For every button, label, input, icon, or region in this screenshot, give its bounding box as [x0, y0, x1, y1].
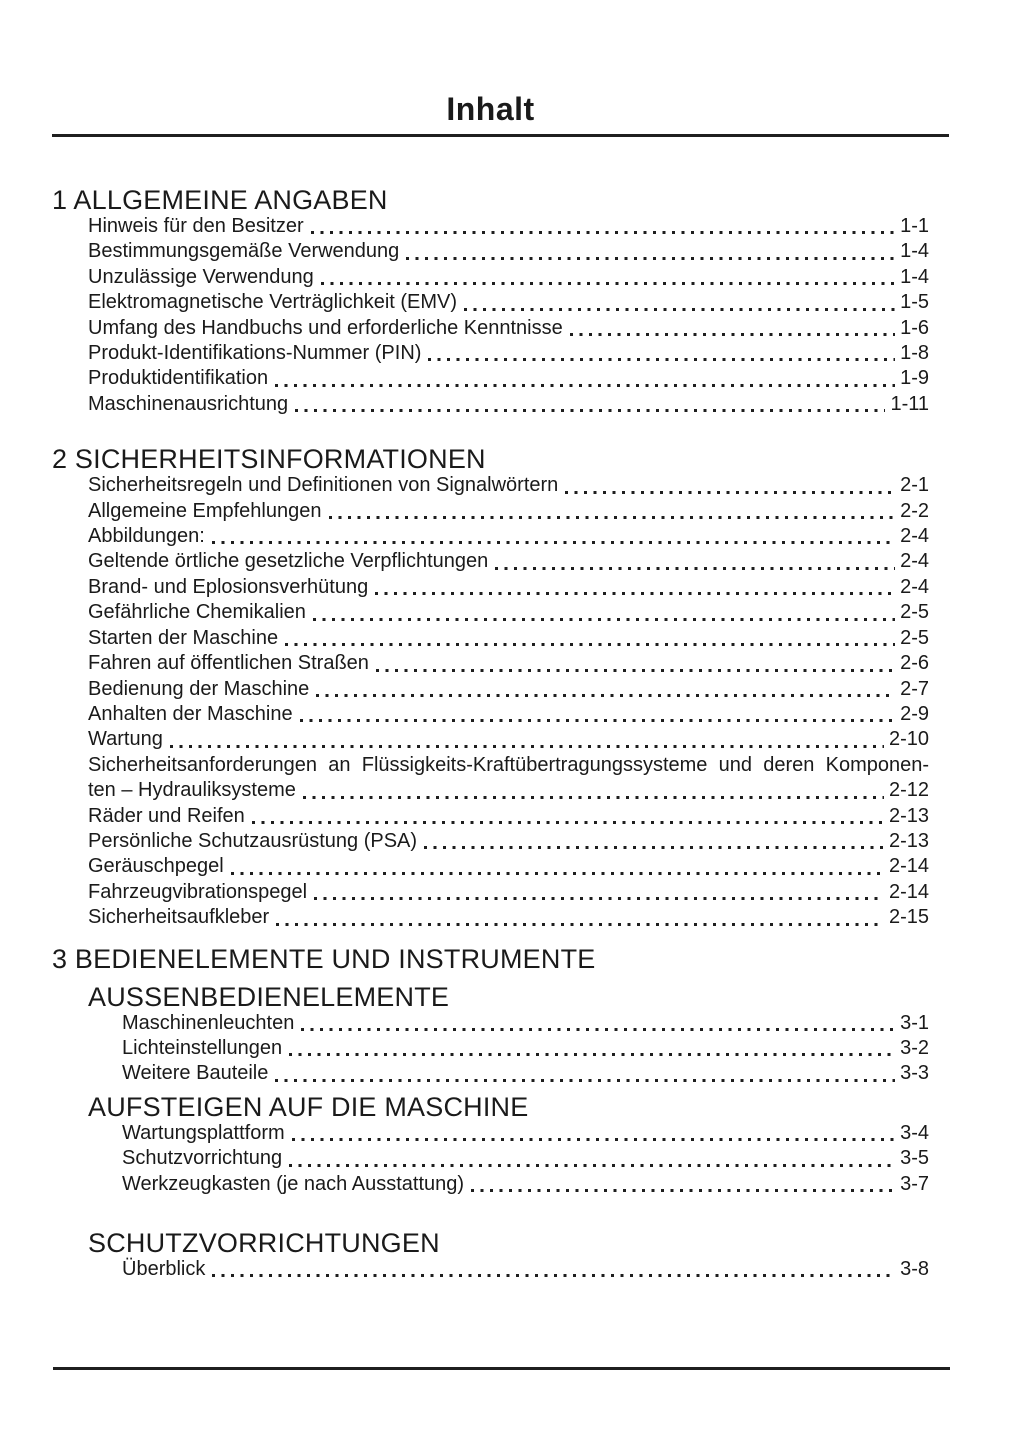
subsection-heading: AUFSTEIGEN AUF DIE MASCHINE — [88, 1091, 529, 1122]
toc-entry-label: Umfang des Handbuchs und erforderliche Kenntnisse — [88, 316, 563, 339]
toc-entry-list — [122, 1011, 929, 1087]
toc-entry[interactable] — [122, 1121, 929, 1146]
toc-entry-page: 1-4 — [900, 265, 929, 288]
dot-leader — [406, 257, 895, 260]
toc-entry-label: Fahrzeugvibrationspegel — [88, 880, 308, 903]
toc-entry-page: 3-4 — [900, 1121, 929, 1144]
toc-entry[interactable] — [88, 392, 929, 417]
toc-entry-label: Wartung — [88, 728, 163, 751]
toc-entry-page: 3-1 — [900, 1011, 929, 1034]
toc-entry[interactable] — [88, 473, 929, 498]
dot-leader — [170, 745, 884, 748]
toc-entry-list — [122, 1121, 929, 1197]
dot-leader — [565, 491, 895, 494]
toc-entry[interactable] — [88, 549, 929, 574]
toc-entry-page: 2-5 — [900, 626, 929, 649]
toc-entry[interactable] — [88, 880, 929, 905]
dot-leader — [464, 308, 895, 311]
toc-entry[interactable] — [88, 854, 929, 879]
toc-entry-page: 2-6 — [900, 652, 929, 675]
toc-subsection — [0, 1229, 1024, 1282]
toc-entry-label: Brand- und Eplosionsverhütung — [88, 575, 369, 598]
toc-entry-label: Sicherheitsaufkleber — [88, 906, 270, 929]
toc-entry[interactable] — [88, 499, 929, 524]
toc-entry-page: 2-4 — [900, 575, 929, 598]
toc-entry-page: 1-5 — [900, 291, 929, 314]
dot-leader — [292, 1138, 895, 1141]
toc-entry[interactable] — [122, 1036, 929, 1061]
toc-entry-label: Überblick — [122, 1258, 206, 1280]
section-heading: 1 ALLGEMEINE ANGABEN — [52, 185, 388, 215]
toc-entry[interactable] — [88, 366, 929, 391]
toc-entry[interactable] — [88, 316, 929, 341]
toc-entry-label: Starten der Maschine — [88, 626, 279, 649]
toc-entry-page: 2-12 — [888, 779, 929, 802]
dot-leader — [375, 592, 895, 595]
toc-entry-page: 2-4 — [900, 525, 929, 548]
toc-entry[interactable] — [122, 1061, 929, 1086]
subsection-heading: AUSSENBEDIENELEMENTE — [88, 981, 450, 1012]
toc-entry-page: 1-4 — [900, 240, 929, 263]
dot-leader — [212, 1274, 895, 1277]
toc-entry-page: 2-15 — [888, 906, 929, 929]
toc-entry[interactable] — [88, 290, 929, 315]
dot-leader — [252, 821, 884, 824]
dot-leader — [311, 231, 895, 234]
toc-entry-page: 2-13 — [888, 804, 929, 827]
toc-entry-page: 1-8 — [900, 342, 929, 365]
dot-leader — [295, 409, 885, 412]
toc-entry[interactable] — [88, 829, 929, 854]
toc-entry-label: Geräuschpegel — [88, 855, 224, 878]
dot-leader — [212, 541, 895, 544]
dot-leader — [321, 282, 895, 285]
toc-entry[interactable] — [88, 702, 929, 727]
toc-entry-label: Anhalten der Maschine — [88, 702, 293, 725]
toc-entry-page: 2-13 — [888, 829, 929, 852]
page-title: Inhalt — [446, 91, 535, 127]
toc-entry[interactable] — [88, 575, 929, 600]
toc-entry-list — [88, 214, 929, 417]
toc-entry-label: Fahren auf öffentlichen Straßen — [88, 652, 369, 675]
toc-entry-label: Sicherheitsanforderungen an Flüssigkeits-Kraftübertragungssysteme und deren Komponen- — [88, 753, 929, 776]
dot-leader — [301, 1028, 895, 1031]
dot-leader — [329, 516, 896, 519]
toc-entry-page: 2-7 — [900, 677, 929, 700]
toc-entry[interactable] — [122, 1172, 929, 1197]
toc-entry-label: Geltende örtliche gesetzliche Verpflichtungen — [88, 550, 489, 573]
toc-entry-page: 2-4 — [900, 550, 929, 573]
toc-entry[interactable] — [122, 1257, 929, 1282]
dot-leader — [313, 618, 895, 621]
dot-leader — [424, 846, 884, 849]
toc-entry[interactable] — [88, 626, 929, 651]
toc-entry-label: Wartungsplattform — [122, 1121, 285, 1144]
toc-entry-label: Maschinenausrichtung — [88, 392, 289, 415]
toc-entry-label: Bestimmungsgemäße Verwendung — [88, 240, 400, 263]
toc-entry[interactable] — [88, 905, 929, 930]
dot-leader — [495, 567, 895, 570]
toc-entry-list — [88, 473, 929, 930]
toc-entry-label: Gefährliche Chemikalien — [88, 601, 306, 624]
toc-entry-label: Hinweis für den Besitzer — [88, 215, 304, 237]
toc-entry-label: Maschinenleuchten — [122, 1011, 295, 1034]
toc-entry-page: 3-5 — [900, 1147, 929, 1170]
toc-entry-label: Unzulässige Verwendung — [88, 265, 314, 288]
dot-leader — [300, 719, 896, 722]
toc-entry[interactable] — [88, 341, 929, 366]
dot-leader — [275, 384, 895, 387]
toc-entry[interactable] — [88, 753, 929, 804]
dot-leader — [303, 796, 884, 799]
toc-entry[interactable] — [122, 1146, 929, 1171]
footer-rule — [53, 1367, 950, 1370]
dot-leader — [570, 333, 895, 336]
dot-leader — [316, 694, 895, 697]
section-heading: 3 BEDIENELEMENTE UND INSTRUMENTE — [52, 943, 596, 974]
dot-leader — [275, 1079, 895, 1082]
toc-entry[interactable] — [88, 727, 929, 752]
toc-entry-label: Lichteinstellungen — [122, 1036, 283, 1059]
toc-entry-label-continuation: ten – Hydrauliksysteme — [88, 779, 296, 802]
toc-entry-label: Produktidentifikation — [88, 367, 269, 390]
toc-entry[interactable] — [122, 1011, 929, 1036]
toc-subsection — [0, 1093, 1024, 1197]
toc-entry[interactable] — [88, 804, 929, 829]
dot-leader — [289, 1053, 895, 1056]
header-rule — [52, 134, 949, 137]
toc-entry[interactable] — [88, 677, 929, 702]
toc-entry-page: 3-7 — [900, 1172, 929, 1195]
toc-entry-label: Schutzvorrichtung — [122, 1147, 283, 1170]
toc-entry[interactable] — [88, 214, 929, 239]
toc-entry-label: Werkzeugkasten (je nach Ausstattung) — [122, 1172, 465, 1195]
toc-entry[interactable] — [88, 524, 929, 549]
toc-entry-label: Räder und Reifen — [88, 804, 245, 827]
toc-entry-label: Produkt-Identifikations-Nummer (PIN) — [88, 342, 422, 365]
toc-entry-page: 2-1 — [900, 474, 929, 497]
subsection-heading: SCHUTZVORRICHTUNGEN — [88, 1228, 440, 1258]
toc-entry-label: Sicherheitsregeln und Definitionen von Signalwörtern — [88, 474, 559, 497]
dot-leader — [471, 1189, 895, 1192]
toc-entry-page: 1-6 — [900, 316, 929, 339]
toc-entry-page: 2-10 — [888, 728, 929, 751]
dot-leader — [276, 923, 884, 926]
toc-entry-list — [122, 1257, 929, 1282]
toc-entry[interactable] — [88, 265, 929, 290]
dot-leader — [314, 897, 884, 900]
dot-leader — [428, 358, 895, 361]
toc-entry-page: 1-9 — [900, 367, 929, 390]
toc-entry[interactable] — [88, 600, 929, 625]
toc-entry-page: 2-14 — [888, 855, 929, 878]
toc-entry-page: 3-2 — [900, 1036, 929, 1059]
toc-entry-page: 2-14 — [888, 880, 929, 903]
toc-entry[interactable] — [88, 239, 929, 264]
toc-entry-page: 1-1 — [900, 215, 929, 237]
toc-entry-label: Elektromagnetische Verträglichkeit (EMV) — [88, 291, 458, 314]
dot-leader — [289, 1164, 895, 1167]
toc-entry-page: 2-2 — [900, 499, 929, 522]
toc-entry[interactable] — [88, 651, 929, 676]
toc-entry-label: Bedienung der Maschine — [88, 677, 310, 700]
toc-entry-page: 3-3 — [900, 1062, 929, 1085]
dot-leader — [231, 872, 884, 875]
toc-section-3 — [0, 945, 1024, 1283]
dot-leader — [285, 643, 895, 646]
toc-entry-page: 1-11 — [890, 392, 929, 415]
dot-leader — [376, 669, 895, 672]
toc-section-1 — [0, 186, 1024, 417]
toc-entry-page: 2-5 — [900, 601, 929, 624]
toc-entry-label: Abbildungen: — [88, 525, 205, 548]
toc-entry-page: 2-9 — [900, 702, 929, 725]
section-heading: 2 SICHERHEITSINFORMATIONEN — [52, 444, 486, 475]
toc-entry-page: 3-8 — [900, 1258, 929, 1280]
toc-entry-label: Persönliche Schutzausrüstung (PSA) — [88, 829, 418, 852]
toc-section-2 — [0, 445, 1024, 930]
toc-subsection — [0, 983, 1024, 1087]
toc-entry-label: Weitere Bauteile — [122, 1062, 269, 1085]
toc-entry-label: Allgemeine Empfehlungen — [88, 499, 322, 522]
